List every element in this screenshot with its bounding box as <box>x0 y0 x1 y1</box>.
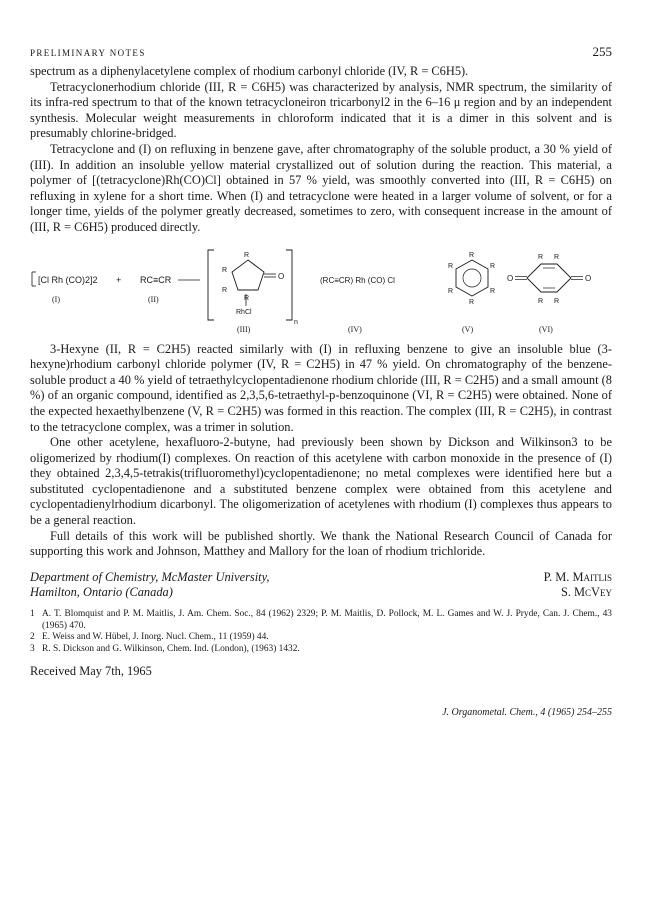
substituent-r: R <box>554 253 560 261</box>
quinone-oxygen: O <box>585 273 592 283</box>
compound-vi-label: (VI) <box>539 324 553 334</box>
plus-sign: + <box>116 274 122 285</box>
reference-number: 1 <box>30 609 35 620</box>
page-number: 255 <box>592 44 612 59</box>
reference-text: E. Weiss and W. Hübel, J. Inorg. Nucl. Chem., 11 (1959) 44. <box>42 632 269 643</box>
carbonyl-oxygen: O <box>278 271 285 281</box>
substituent-r: R <box>490 262 496 270</box>
substituent-r: R <box>448 262 454 270</box>
rhodium-chloride: RhCl <box>236 308 252 316</box>
substituent-r: R <box>469 251 475 259</box>
reference-text: R. S. Dickson and G. Wilkinson, Chem. Ind. (London), (1963) 1432. <box>42 643 300 654</box>
reference-item <box>30 609 612 632</box>
affiliation-line: Hamilton, Ontario (Canada) <box>30 585 173 600</box>
substituent-r: R <box>222 266 228 274</box>
substituent-r: R <box>244 294 250 302</box>
journal-citation-footer: J. Organometal. Chem., 4 (1965) 254–255 <box>442 707 612 719</box>
reference-list <box>30 609 612 655</box>
paragraph: Tetracyclone and (I) on refluxing in benzene gave, after chromatography of the soluble product, a 30 % yield of (III). In addition an insoluble yellow material crystallized out of solution during the reaction. This material, a polymer of [(tetracyclone)Rh(CO)Cl] obtained in 57 % yield, was smoothly converted into (III, R = C6H5) on refluxing in xylene for a short time. When (I) and tetracyclone were heated in a larger volume of solvent, or for a longer time, yields of the polymer greatly decreased, sometimes to zero, with consequent increase in the amount of (III, R = C6H5) produced directly. <box>30 141 612 234</box>
reactant-2-label: (II) <box>148 294 159 304</box>
substituent-r: R <box>490 287 496 295</box>
reference-number: 3 <box>30 643 35 654</box>
body-text <box>30 64 612 236</box>
compound-iv-label: (IV) <box>348 324 362 334</box>
reaction-scheme-drawing <box>30 246 612 334</box>
cyclopentadienone-ring <box>232 260 264 290</box>
affiliation-line: Department of Chemistry, McMaster University, <box>30 569 270 584</box>
reaction-scheme <box>30 246 612 334</box>
running-head: PRELIMINARY NOTES <box>30 48 146 58</box>
paragraph: One other acetylene, hexafluoro-2-butyne, had previously been shown by Dickson and Wilkinson3 to be oligomerized by rhodium(I) complexes. On reaction of this acetylene with carbon monoxide in the presence of (I) they obtained 2,3,4,5-tetrakis(trifluoromethyl)cyclopentadienone; no metal complexes were identified here but a substituted cyclopentadienone and a substituted benzene complex were obtained from this acetylene and cyclopentadienylrhodium dicarbonyl. The oligomerization of acetylenes with rhodium (I) complexes thus appears to be a general reaction. <box>30 435 612 528</box>
compound-iv-formula: (RC≡CR) Rh (CO) Cl <box>320 275 395 285</box>
benzene-ring <box>456 260 488 296</box>
compound-v-label: (V) <box>462 324 474 334</box>
quinone-oxygen: O <box>507 273 514 283</box>
reference-text: A. T. Blomquist and P. M. Maitlis, J. Am. Chem. Soc., 84 (1962) 2329; P. M. Maitlis, D. Pollock, M. L. Games and W. J. Pryde, Can. J. Chem., 43 (1965) 470. <box>42 609 612 631</box>
substituent-r: R <box>538 297 544 305</box>
paragraph: spectrum as a diphenylacetylene complex of rhodium carbonyl chloride (IV, R = C6H5). <box>30 64 469 78</box>
author-name: S. McVey <box>560 585 612 600</box>
received-date: Received May 7th, 1965 <box>30 664 152 679</box>
substituent-r: R <box>244 251 250 259</box>
compound-iii-label: (III) <box>237 324 251 334</box>
paragraph: Tetracyclonerhodium chloride (III, R = C6H5) was characterized by analysis, NMR spectrum, the similarity of its infra-red spectrum to that of the known tetracycloneiron tricarbonyl2 in the 6–16 μ region and by an independent synthesis. Molecular weight measurements in chloroform indicated that it is a dimer in this solvent and is presumably chlorine-bridged. <box>30 79 612 141</box>
body-text-continued <box>30 342 612 560</box>
reactant-1-label: (I) <box>52 294 60 304</box>
substituent-r: R <box>222 286 228 294</box>
substituent-r: R <box>448 287 454 295</box>
reference-item <box>30 644 612 656</box>
reference-number: 2 <box>30 632 35 643</box>
author-name: P. M. Maitlis <box>543 569 612 584</box>
reactant-1-formula: [Cl Rh (CO)2]2 <box>38 274 98 285</box>
substituent-r: R <box>538 253 544 261</box>
reactant-2-formula: RC≡CR <box>140 274 172 285</box>
reference-item <box>30 632 612 644</box>
journal-page <box>30 44 612 718</box>
polymer-subscript: n <box>294 318 298 326</box>
paragraph: 3-Hexyne (II, R = C2H5) reacted similarly with (I) in refluxing benzene to give an insoluble blue (3-hexyne)rhodium carbonyl chloride polymer (IV, R = C2H5) in 47 % yield. On chromatography of the benzene-soluble product a 40 % yield of tetraethylcyclopentadienone rhodium chloride (III, R = C2H5) and a small amount (8 %) of an organic compound, identified as 2,3,5,6-tetraethyl-p-benzoquinone (VI, R = C2H5) were obtained. None of the expected hexaethylbenzene (V, R = C2H5) was formed in this reaction. The complex (III, R = C2H5), in contrast to the tetracyclone complex, was a trimer in solution. <box>30 341 612 434</box>
page-header <box>30 44 612 64</box>
author-signature <box>30 570 612 601</box>
acknowledgement-paragraph: Full details of this work will be published shortly. We thank the National Research Council of Canada for supporting this work and Johnson, Matthey and Mallory for the loan of rhodium trichloride. <box>30 528 612 559</box>
substituent-r: R <box>469 298 475 306</box>
substituent-r: R <box>554 297 560 305</box>
